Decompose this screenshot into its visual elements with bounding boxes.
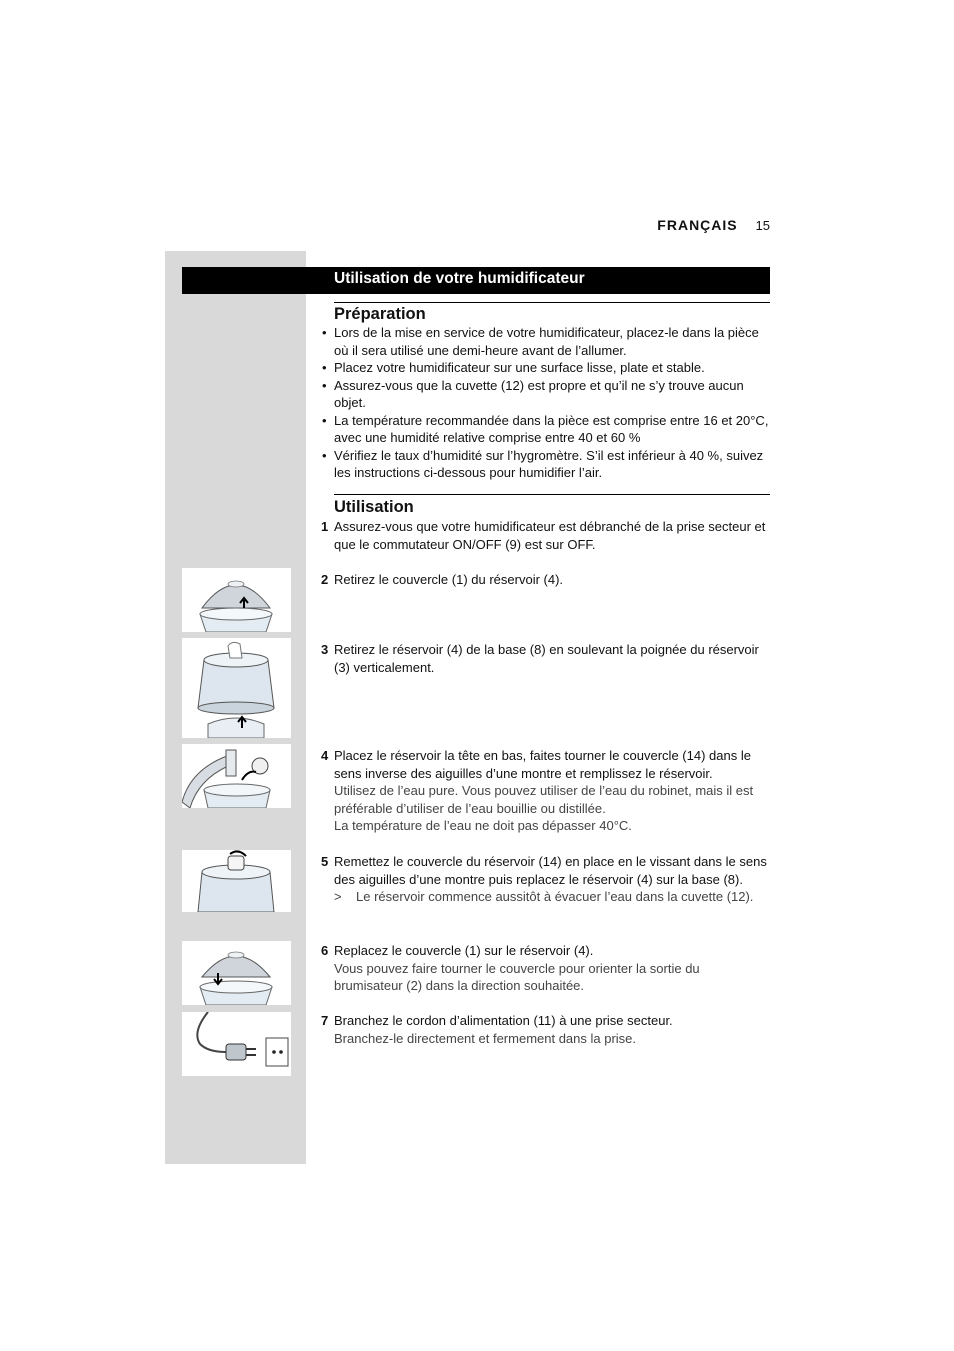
list-item: • Placez votre humidificateur sur une surface lisse, plate et stable. — [321, 359, 771, 377]
step-7 — [321, 1012, 771, 1047]
plug-socket-icon — [182, 1012, 291, 1076]
utilisation-heading: Utilisation — [334, 498, 414, 516]
list-item: • La température recommandée dans la pièce est comprise entre 16 et 20°C, avec une humidité relative comprise entre 40 et 60 % — [321, 412, 771, 447]
page-number: 15 — [755, 218, 770, 233]
step-note: Branchez-le directement et fermement dans la prise. — [334, 1030, 637, 1046]
step-5 — [321, 853, 771, 906]
step-text: Retirez le réservoir (4) de la base (8) en soulevant la poignée du réservoir (3) verticalement. — [334, 642, 759, 675]
step-number: 4 — [321, 748, 329, 763]
list-item: • Lors de la mise en service de votre humidificateur, placez-le dans la pièce où il sera utilisé une demi-heure avant de l’allumer. — [321, 324, 771, 359]
lid-replace-icon — [182, 941, 291, 1005]
list-item: • Vérifiez le taux d’humidité sur l’hygromètre. S’il est inférieur à 40 %, suivez les instructions ci-dessous pour humidifier l’air. — [321, 447, 771, 482]
step-number: 6 — [321, 943, 329, 958]
step-result: Le réservoir commence aussitôt à évacuer l’eau dans la cuvette (12). — [356, 889, 754, 904]
step-text: Assurez-vous que votre humidificateur est débranché de la prise secteur et que le commutateur ON/OFF (9) est sur OFF. — [334, 519, 766, 552]
step-text: Branchez le cordon d’alimentation (11) à une prise secteur. — [334, 1013, 673, 1028]
cap-screw-icon — [182, 850, 291, 912]
tank-lift-icon — [182, 638, 291, 738]
step-number: 7 — [321, 1013, 329, 1028]
step-text: Replacez le couvercle (1) sur le réservoir (4). — [334, 943, 594, 958]
step-6 — [321, 942, 771, 995]
result-marker: > — [334, 889, 342, 904]
lid-removal-icon — [182, 568, 291, 632]
list-item: • Assurez-vous que la cuvette (12) est propre et qu’il ne s’y trouve aucun objet. — [321, 377, 771, 412]
step-1 — [321, 518, 771, 553]
step-4 — [321, 747, 771, 835]
preparation-list — [321, 324, 771, 482]
step-text: Placez le réservoir la tête en bas, faites tourner le couvercle (14) dans le sens inverse des aiguilles d’une montre et remplissez le réservoir. — [334, 748, 751, 781]
step-3 — [321, 641, 771, 676]
step-note: Utilisez de l’eau pure. Vous pouvez utiliser de l’eau du robinet, mais il est préférable d’utiliser de l’eau bouillie ou distillée. — [334, 783, 754, 816]
section-title-bar — [182, 267, 770, 294]
page-title: Utilisation de votre humidificateur — [334, 270, 585, 287]
divider — [334, 302, 770, 303]
step-text: Retirez le couvercle (1) du réservoir (4). — [334, 572, 564, 587]
step-text: Remettez le couvercle du réservoir (14) en place en le vissant dans le sens des aiguilles d’une montre puis replacez le réservoir (4) sur la base (8). — [334, 854, 767, 887]
language-label: FRANÇAIS — [657, 217, 738, 233]
step-note: La température de l’eau ne doit pas dépasser 40°C. — [334, 818, 632, 833]
divider — [334, 494, 770, 495]
preparation-heading: Préparation — [334, 305, 426, 323]
step-number: 1 — [321, 519, 329, 534]
tap-fill-icon — [182, 744, 291, 808]
step-number: 3 — [321, 642, 329, 657]
step-2 — [321, 571, 771, 589]
page-header — [657, 217, 770, 233]
step-number: 5 — [321, 854, 329, 869]
step-note: Vous pouvez faire tourner le couvercle pour orienter la sortie du brumisateur (2) dans la direction souhaitée. — [334, 960, 700, 993]
step-number: 2 — [321, 572, 329, 587]
